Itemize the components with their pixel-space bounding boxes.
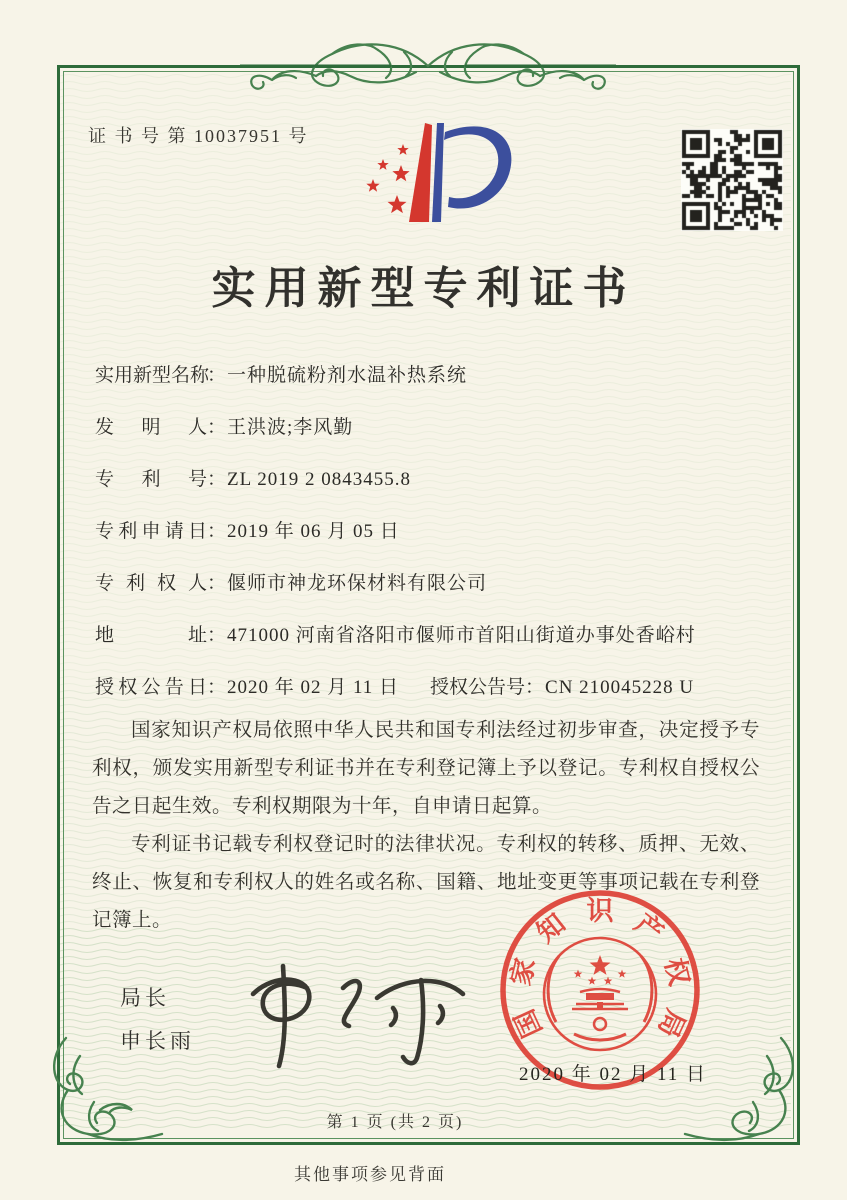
field-value: 2019 年 06 月 05 日 [227,521,400,542]
field-row-patentee [95,568,487,595]
field-colon: ： [207,573,227,594]
field-colon: ： [207,417,227,438]
field-row-inventors [95,412,353,439]
field-row-filing-date [95,516,400,543]
field-colon: ： [207,469,227,490]
svg-text:权: 权 [659,955,695,989]
field-label: 专利号 [95,469,207,490]
commissioner-name: 申长雨 [120,1029,195,1053]
svg-text:局: 局 [652,1004,691,1042]
svg-text:知: 知 [531,907,571,949]
field-value: 一种脱硫粉剂水温补热系统 [227,365,468,386]
legal-paragraph-2: 专利证书记载专利权登记时的法律状况。专利权的转移、质押、无效、终止、恢复和专利权人的姓名或名称、国籍、地址变更等事项记载在专利登记簿上。 [92,834,760,931]
field-label: 实用新型名称 [95,365,210,386]
field-value: 2020 年 02 月 11 日 [227,677,400,698]
svg-text:产: 产 [629,907,669,949]
field-colon: ： [207,677,227,698]
commissioner-role: 局长 [120,986,170,1010]
field-row-address [95,620,696,647]
field-label: 专利权人 [95,573,207,594]
legal-paragraph-1: 国家知识产权局依照中华人民共和国专利法经过初步审查，决定授予专利权，颁发实用新型专利证书并在专利登记簿上予以登记。专利权自授权公告之日起生效。专利权期限为十年，自申请日起算。 [92,720,760,817]
field-value: 王洪波;李风勤 [227,417,354,438]
field-label: 授权公告号 [430,677,526,698]
cnipa-logo-icon [345,110,520,237]
field-value: 偃师市神龙环保材料有限公司 [227,573,488,594]
handwritten-signature [225,952,475,1072]
field-row-utility-name [95,360,467,387]
certificate-number: 证 书 号 第 10037951 号 [88,126,309,146]
field-colon: ： [525,677,545,698]
field-value: 471000 河南省洛阳市偃师市首阳山街道办事处香峪村 [227,625,696,646]
field-colon: ： [207,521,227,542]
field-row-grant-date [95,672,695,699]
page-indicator: 第 1 页 (共 2 页) [326,1114,464,1131]
field-value: CN 210045228 U [545,677,695,698]
field-label: 专利申请日 [95,521,207,542]
field-colon: ： [207,625,227,646]
field-row-patent-number [95,464,411,491]
qr-code [681,129,783,231]
field-label: 授权公告日 [95,677,207,698]
svg-text:家: 家 [505,955,541,989]
certificate-title: 实用新型专利证书 [211,264,636,313]
field-value: ZL 2019 2 0843455.8 [227,469,412,490]
svg-text:国: 国 [509,1004,548,1042]
field-colon: ： [207,365,227,386]
field-grant-number [430,672,694,699]
field-label: 地址 [95,625,207,646]
field-label: 发明人 [95,417,207,438]
seal-date: 2020 年 02 月 11 日 [519,1064,708,1085]
svg-text:识: 识 [586,896,614,926]
back-side-note: 其他事项参见背面 [294,1165,446,1184]
